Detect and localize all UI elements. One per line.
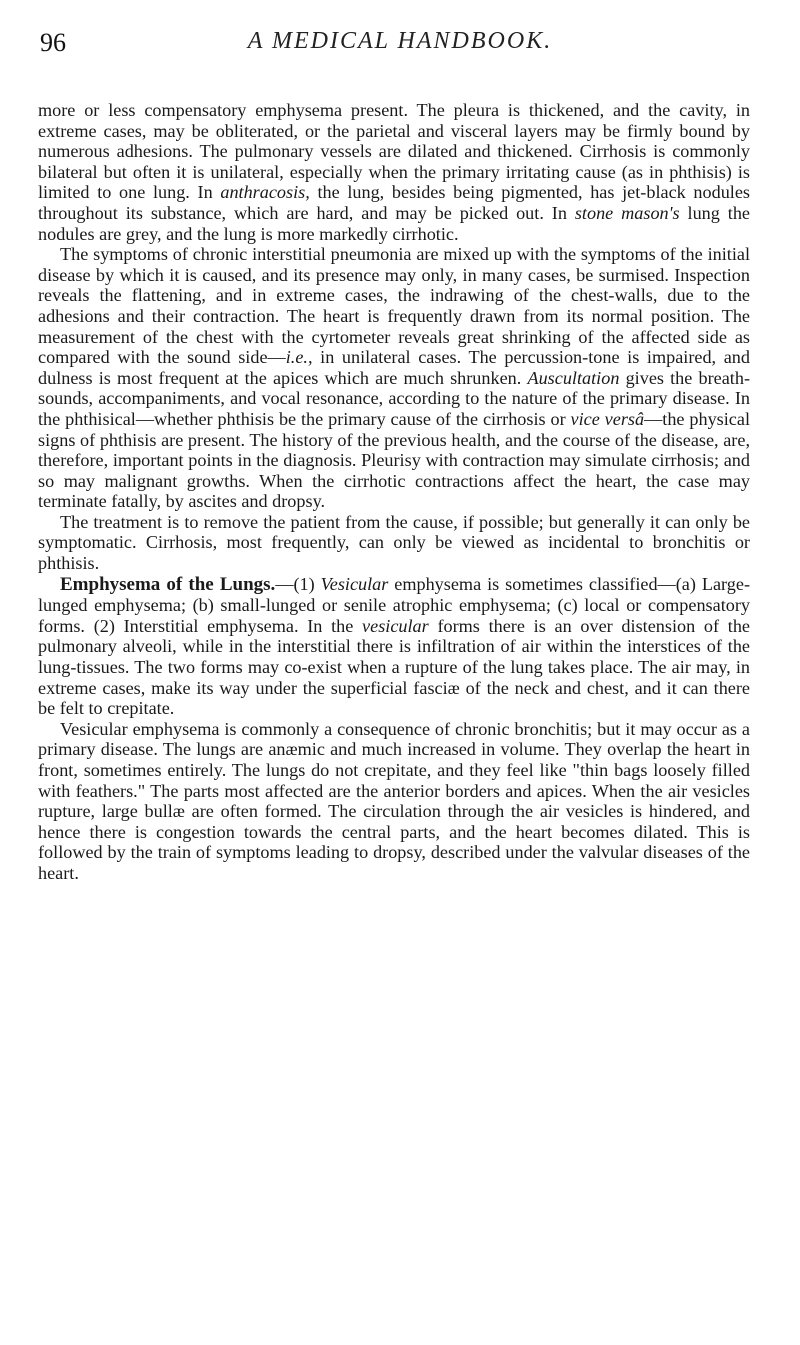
paragraph [38, 719, 750, 884]
paragraph [38, 244, 750, 512]
paragraph [38, 512, 750, 574]
text-run: The symptoms of chronic interstitial pneumonia are mixed up with the symptoms of the initial disease by which it is caused, and its presence may only, in many cases, be surmised. Inspection reveals the flattening, and in extreme cases, the indrawing of the chest-walls, due to the adhesions and their contraction. The heart is frequently drawn from its normal position. The measurement of the chest with the cyrtometer reveals great shrinking of the affected side as compared with the sound side— [38, 244, 750, 368]
text-run: —(1) [275, 573, 321, 594]
text-run: in unilateral cases. The percussion-tone is impaired, and dulness is most frequent at the apices which are much shrunken. [38, 347, 750, 388]
italic-term: vesicular [362, 615, 429, 636]
page-header [40, 24, 760, 64]
text-run: Vesicular emphysema is commonly a consequence of chronic bronchitis; but it may occur as a primary disease. The lungs are anæmic and much increased in volume. They overlap the heart in front, sometimes entirely. The lungs do not crepitate, and they feel like "thin bags loosely filled with feathers." The parts most affected are the anterior borders and apices. When the air vesicles rupture, large bullæ are often formed. The circulation through the air vesicles is hindered, and hence there is congestion towards the central parts, and the heart becomes dilated. This is followed by the train of symptoms leading to dropsy, described under the valvular diseases of the heart. [38, 718, 750, 883]
italic-term: i.e., [285, 347, 313, 368]
text-run: the lung, besides being pigmented, has jet-black nodules throughout its substance, which are hard, and may be picked out. In [38, 182, 750, 223]
italic-term: vice versâ [570, 408, 645, 429]
body-text [38, 100, 750, 884]
paragraph [38, 100, 750, 244]
italic-term: Vesicular [320, 573, 389, 594]
text-run: —the physical signs of phthisis are present. The history of the previous health, and the course of the disease, are, therefore, important points in the diagnosis. Pleurisy with contraction may simulate cirrhosis; and so may malignant growths. When the cirrhotic contractions affect the heart, the case may terminate fatally, by ascites and dropsy. [38, 408, 750, 512]
text-run: gives the breath-sounds, accompaniments, and vocal resonance, according to the nature of the primary disease. In the phthisical—whether phthisis be the primary cause of the cirrhosis or [38, 367, 751, 429]
paragraph [38, 574, 750, 719]
text-run: lung the nodules are grey, and the lung is more markedly cirrhotic. [38, 202, 750, 244]
italic-term: anthracosis, [220, 182, 310, 203]
section-heading: Emphysema of the Lungs. [60, 573, 276, 595]
page-number: 96 [40, 28, 66, 57]
text-run: The treatment is to remove the patient from the cause, if possible; but generally it can only be symptomatic. Cirrhosis, most frequently, can only be viewed as incidental to bronchitis or phthisis. [38, 511, 750, 574]
text-run: forms there is an over distension of the pulmonary alveoli, while in the interstitial there is infiltration of air within the interstices of the lung-tissues. The two forms may co-exist when a rupture of the lung takes place. The air may, in extreme cases, make its way under the superficial fasciæ of the neck and chest, and it can there be felt to crepitate. [38, 615, 750, 719]
running-head: A MEDICAL HANDBOOK. [247, 28, 553, 54]
italic-term: Auscultation [527, 367, 620, 388]
text-run: more or less compensatory emphysema present. The pleura is thickened, and the cavity, in extreme cases, may be obliterated, or the parietal and visceral layers may be firmly bound by numerous adhesions. The pulmonary vessels are dilated and thickened. Cirrhosis is commonly bilateral but often it is unilateral, especially when the primary irritating cause (as in phthisis) is limited to one lung. In [38, 100, 750, 203]
text-run: emphysema is sometimes classified—(a) Large-lunged emphysema; (b) small-lunged or senile atrophic emphysema; (c) local or compensatory forms. (2) Interstitial emphysema. In the [38, 573, 750, 636]
italic-term: stone mason's [574, 202, 680, 223]
